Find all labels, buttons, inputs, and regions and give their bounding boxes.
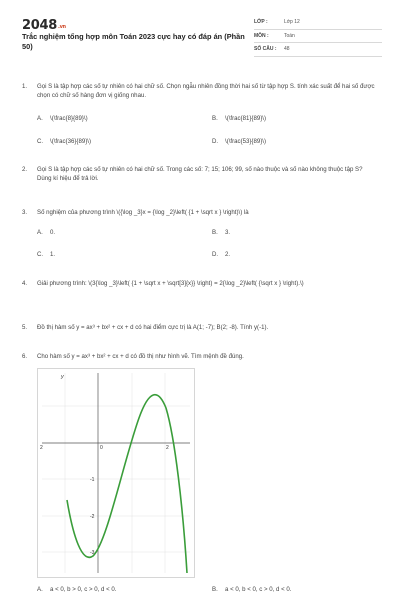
question-text: Gọi S là tập hợp các số tự nhiên có hai chữ số. Trong các số: 7; 15; 106; 99, số nào thuộc và số nào không thuộc tập S? Dùng kí hiệu để trả lời. bbox=[37, 166, 363, 182]
question-number: 2. bbox=[22, 166, 28, 173]
question-number: 3. bbox=[22, 209, 28, 216]
q3-option-d[interactable]: D. 2. bbox=[212, 251, 231, 258]
q3-option-c[interactable]: C. 1. bbox=[37, 251, 56, 258]
y-tick-label: -1 bbox=[90, 477, 95, 483]
x-tick-label: 2 bbox=[40, 445, 43, 451]
question-number: 4. bbox=[22, 280, 28, 287]
question-number: 6. bbox=[22, 353, 28, 360]
q1-option-b[interactable]: B. \(\frac{81}{89}\) bbox=[212, 115, 266, 122]
question-number: 1. bbox=[22, 83, 28, 90]
question-number: 5. bbox=[22, 324, 28, 331]
page-header bbox=[22, 14, 382, 62]
graph-frame bbox=[38, 369, 195, 578]
y-tick-label: -2 bbox=[90, 514, 95, 520]
q6-option-b[interactable]: B. a < 0, b < 0, c > 0, d < 0. bbox=[212, 586, 292, 593]
question-text: Cho hàm số y = ax³ + bx² + cx + d có đồ thị như hình vẽ. Tìm mệnh đề đúng. bbox=[37, 353, 244, 360]
x-tick-label: 2 bbox=[166, 445, 169, 451]
question-text: Số nghiệm của phương trình \({\log _3}x = {\log _2}\left( {1 + \sqrt x } \right)\) là bbox=[37, 209, 249, 216]
q6-option-a[interactable]: A. a < 0, b > 0, c > 0, d < 0. bbox=[37, 586, 117, 593]
meta-info bbox=[254, 16, 382, 57]
question-text: Giải phương trình: \(3{\log _3}\left( {1 + \sqrt x + \sqrt[3]{x}} \right) = 2{\log _2}\left( {\sqrt x } \right).\) bbox=[37, 280, 304, 287]
q1-option-c[interactable]: C. \(\frac{36}{89}\) bbox=[37, 138, 91, 145]
q3-option-b[interactable]: B. 3. bbox=[212, 229, 231, 236]
x-tick-label: 0 bbox=[100, 445, 103, 451]
site-logo[interactable]: $2048^{.vn}$ bbox=[22, 18, 66, 33]
q1-option-a[interactable]: A. \(\frac{8}{89}\) bbox=[37, 115, 88, 122]
question-text: Gọi S là tập hợp các số tự nhiên có hai chữ số. Chọn ngẫu nhiên đồng thời hai số từ tập hợp S. tính xác suất để hai số được chọn có chữ số hàng đơn vị giống nhau. bbox=[37, 83, 375, 99]
page-title: Trắc nghiệm tổng hợp môn Toán 2023 cực hay có đáp án (Phần 50) bbox=[22, 32, 245, 51]
q1-option-d[interactable]: D. \(\frac{53}{89}\) bbox=[212, 138, 266, 145]
y-axis-label: y bbox=[61, 374, 64, 380]
meta-subject-row: MÔN : Toán bbox=[254, 30, 382, 44]
meta-count-row: SỐ CÂU : 48 bbox=[254, 43, 382, 57]
question-text: Đồ thị hàm số y = ax³ + bx² + cx + d có hai điểm cực trị là A(1; -7); B(2; -8). Tính y(-1). bbox=[37, 324, 269, 331]
meta-class-row: LỚP : Lớp 12 bbox=[254, 16, 382, 30]
function-graph bbox=[37, 368, 195, 578]
y-tick-label: -3 bbox=[90, 550, 95, 556]
q3-option-a[interactable]: A. 0. bbox=[37, 229, 56, 236]
